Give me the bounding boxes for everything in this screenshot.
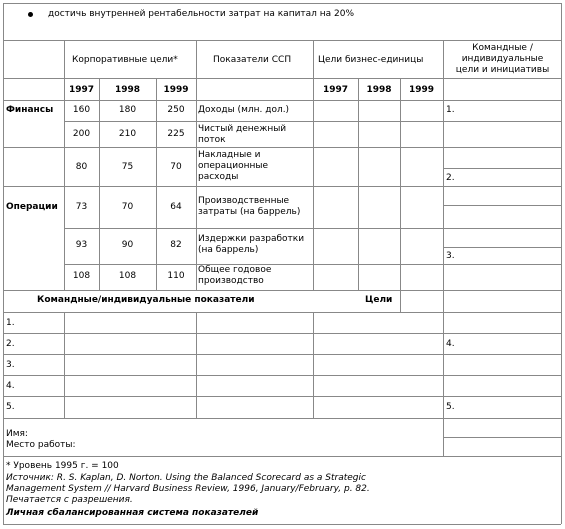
footer-divider xyxy=(3,456,561,457)
team-indicator-number: 5. xyxy=(6,402,15,412)
header-ssp-indicators: Показатели ССП xyxy=(213,55,292,65)
row6-1997: 108 xyxy=(72,271,91,281)
team-indicator-number: 3. xyxy=(6,360,15,370)
row2-1999: 225 xyxy=(167,129,185,139)
row5-indicator: (на баррель) xyxy=(198,245,259,255)
col-divider-6 xyxy=(358,78,359,290)
right-divider xyxy=(443,205,561,206)
row4-indicator: Производственные xyxy=(198,196,290,206)
header-team-goals-1: Командные / xyxy=(472,43,533,53)
year-header: 1999 xyxy=(163,85,189,95)
row5-1999: 82 xyxy=(170,240,182,250)
row6-1998: 108 xyxy=(118,271,137,281)
row4-1999: 64 xyxy=(170,202,182,212)
team-goals-label: Цели xyxy=(365,295,393,305)
year-header: 1998 xyxy=(114,85,141,95)
row5-1998: 90 xyxy=(121,240,134,250)
col-divider-5 xyxy=(313,40,314,290)
row1-1999: 250 xyxy=(167,105,185,115)
team-indicators-label: Командные/индивидуальные показатели xyxy=(37,295,255,305)
header-team-goals-3: цели и инициативы xyxy=(455,65,550,75)
header-divider xyxy=(3,78,561,79)
col-divider-4 xyxy=(196,40,197,290)
row3-1998: 75 xyxy=(121,162,134,172)
row5-1997: 93 xyxy=(75,240,88,250)
row2-indicator: Чистый денежный xyxy=(198,124,287,134)
workplace-label: Место работы: xyxy=(6,440,76,450)
header-team-goals-2: индивидуальные xyxy=(461,54,544,64)
section-operations: Операции xyxy=(6,202,58,212)
row4-1998: 70 xyxy=(121,202,134,212)
intro-divider xyxy=(3,40,561,41)
row3-indicator: расходы xyxy=(198,172,239,182)
row1-1997: 160 xyxy=(72,105,91,115)
row-divider xyxy=(3,186,443,187)
row6-indicator: Общее годовое xyxy=(198,265,272,275)
source-line: Печатается с разрешения. xyxy=(6,495,133,505)
row-divider xyxy=(64,228,443,229)
right-divider xyxy=(443,147,561,148)
table-border-left xyxy=(3,3,4,524)
team-initiative-5: 5. xyxy=(446,402,455,412)
header-bu-goals: Цели бизнес-единицы xyxy=(318,55,424,65)
team-indicator-number: 4. xyxy=(6,381,15,391)
year-header: 1997 xyxy=(68,85,95,95)
col-divider-7 xyxy=(400,78,401,312)
row6-1999: 110 xyxy=(167,271,185,281)
table-border-bottom xyxy=(3,524,561,525)
lower-row-divider xyxy=(3,418,561,419)
row-divider xyxy=(64,121,443,122)
row-divider xyxy=(3,147,443,148)
figure-caption: Личная сбалансированная система показателей xyxy=(6,508,259,518)
right-divider xyxy=(443,228,561,229)
right-divider xyxy=(443,121,561,122)
row3-indicator: операционные xyxy=(198,161,269,171)
table-border-top xyxy=(3,3,561,4)
lower-col-divider-2 xyxy=(196,312,197,418)
row5-indicator: Издержки разработки xyxy=(198,234,305,244)
lower-row-divider xyxy=(3,375,561,376)
right-signature-divider xyxy=(443,437,561,438)
lower-row-divider xyxy=(3,396,561,397)
team-indicator-number: 1. xyxy=(6,318,15,328)
row1-indicator: Доходы (млн. дол.) xyxy=(198,105,290,115)
row3-1999: 70 xyxy=(170,162,182,172)
bu-year-header: 1997 xyxy=(322,85,349,95)
row6-indicator: производство xyxy=(198,276,264,286)
lower-row-divider xyxy=(3,354,561,355)
row2-1998: 210 xyxy=(118,129,137,139)
bu-year-header: 1999 xyxy=(408,85,435,95)
right-divider xyxy=(443,168,561,169)
lower-col-divider-1 xyxy=(64,312,65,418)
right-divider xyxy=(443,290,561,291)
row-divider xyxy=(3,290,443,291)
team-initiative-2: 2. xyxy=(446,173,455,183)
source-line: Management System // Harvard Business Review, 1996, January/February, p. 82. xyxy=(6,484,370,494)
team-header-divider xyxy=(3,312,561,313)
row3-indicator: Накладные и xyxy=(198,150,261,160)
header-corporate-goals: Корпоративные цели* xyxy=(72,55,178,65)
row1-1998: 180 xyxy=(118,105,137,115)
footnote: * Уровень 1995 г. = 100 xyxy=(6,461,119,471)
row4-1997: 73 xyxy=(75,202,88,212)
right-divider xyxy=(443,247,561,248)
row2-indicator: поток xyxy=(198,135,226,145)
col-divider-8 xyxy=(443,40,444,312)
intro-text: достичь внутренней рентабельности затрат на капитал на 20% xyxy=(48,9,355,19)
name-label: Имя: xyxy=(6,429,28,439)
row2-1997: 200 xyxy=(72,129,91,139)
bu-year-header: 1998 xyxy=(366,85,392,95)
lower-row-divider xyxy=(3,333,561,334)
team-initiative-1: 1. xyxy=(446,105,455,115)
section-finance: Финансы xyxy=(6,105,54,115)
right-divider xyxy=(443,186,561,187)
team-initiative-3: 3. xyxy=(446,251,455,261)
team-initiative-4: 4. xyxy=(446,339,455,349)
years-divider xyxy=(3,100,561,101)
table-border-right xyxy=(561,3,562,524)
source-line: Источник: R. S. Kaplan, D. Norton. Using the Balanced Scorecard as a Strategic xyxy=(6,473,366,483)
team-indicator-number: 2. xyxy=(6,339,15,349)
right-divider xyxy=(443,264,561,265)
bullet-icon xyxy=(28,12,33,17)
lower-col-divider-3 xyxy=(313,312,314,418)
row4-indicator: затраты (на баррель) xyxy=(198,207,301,217)
row3-1997: 80 xyxy=(75,162,88,172)
